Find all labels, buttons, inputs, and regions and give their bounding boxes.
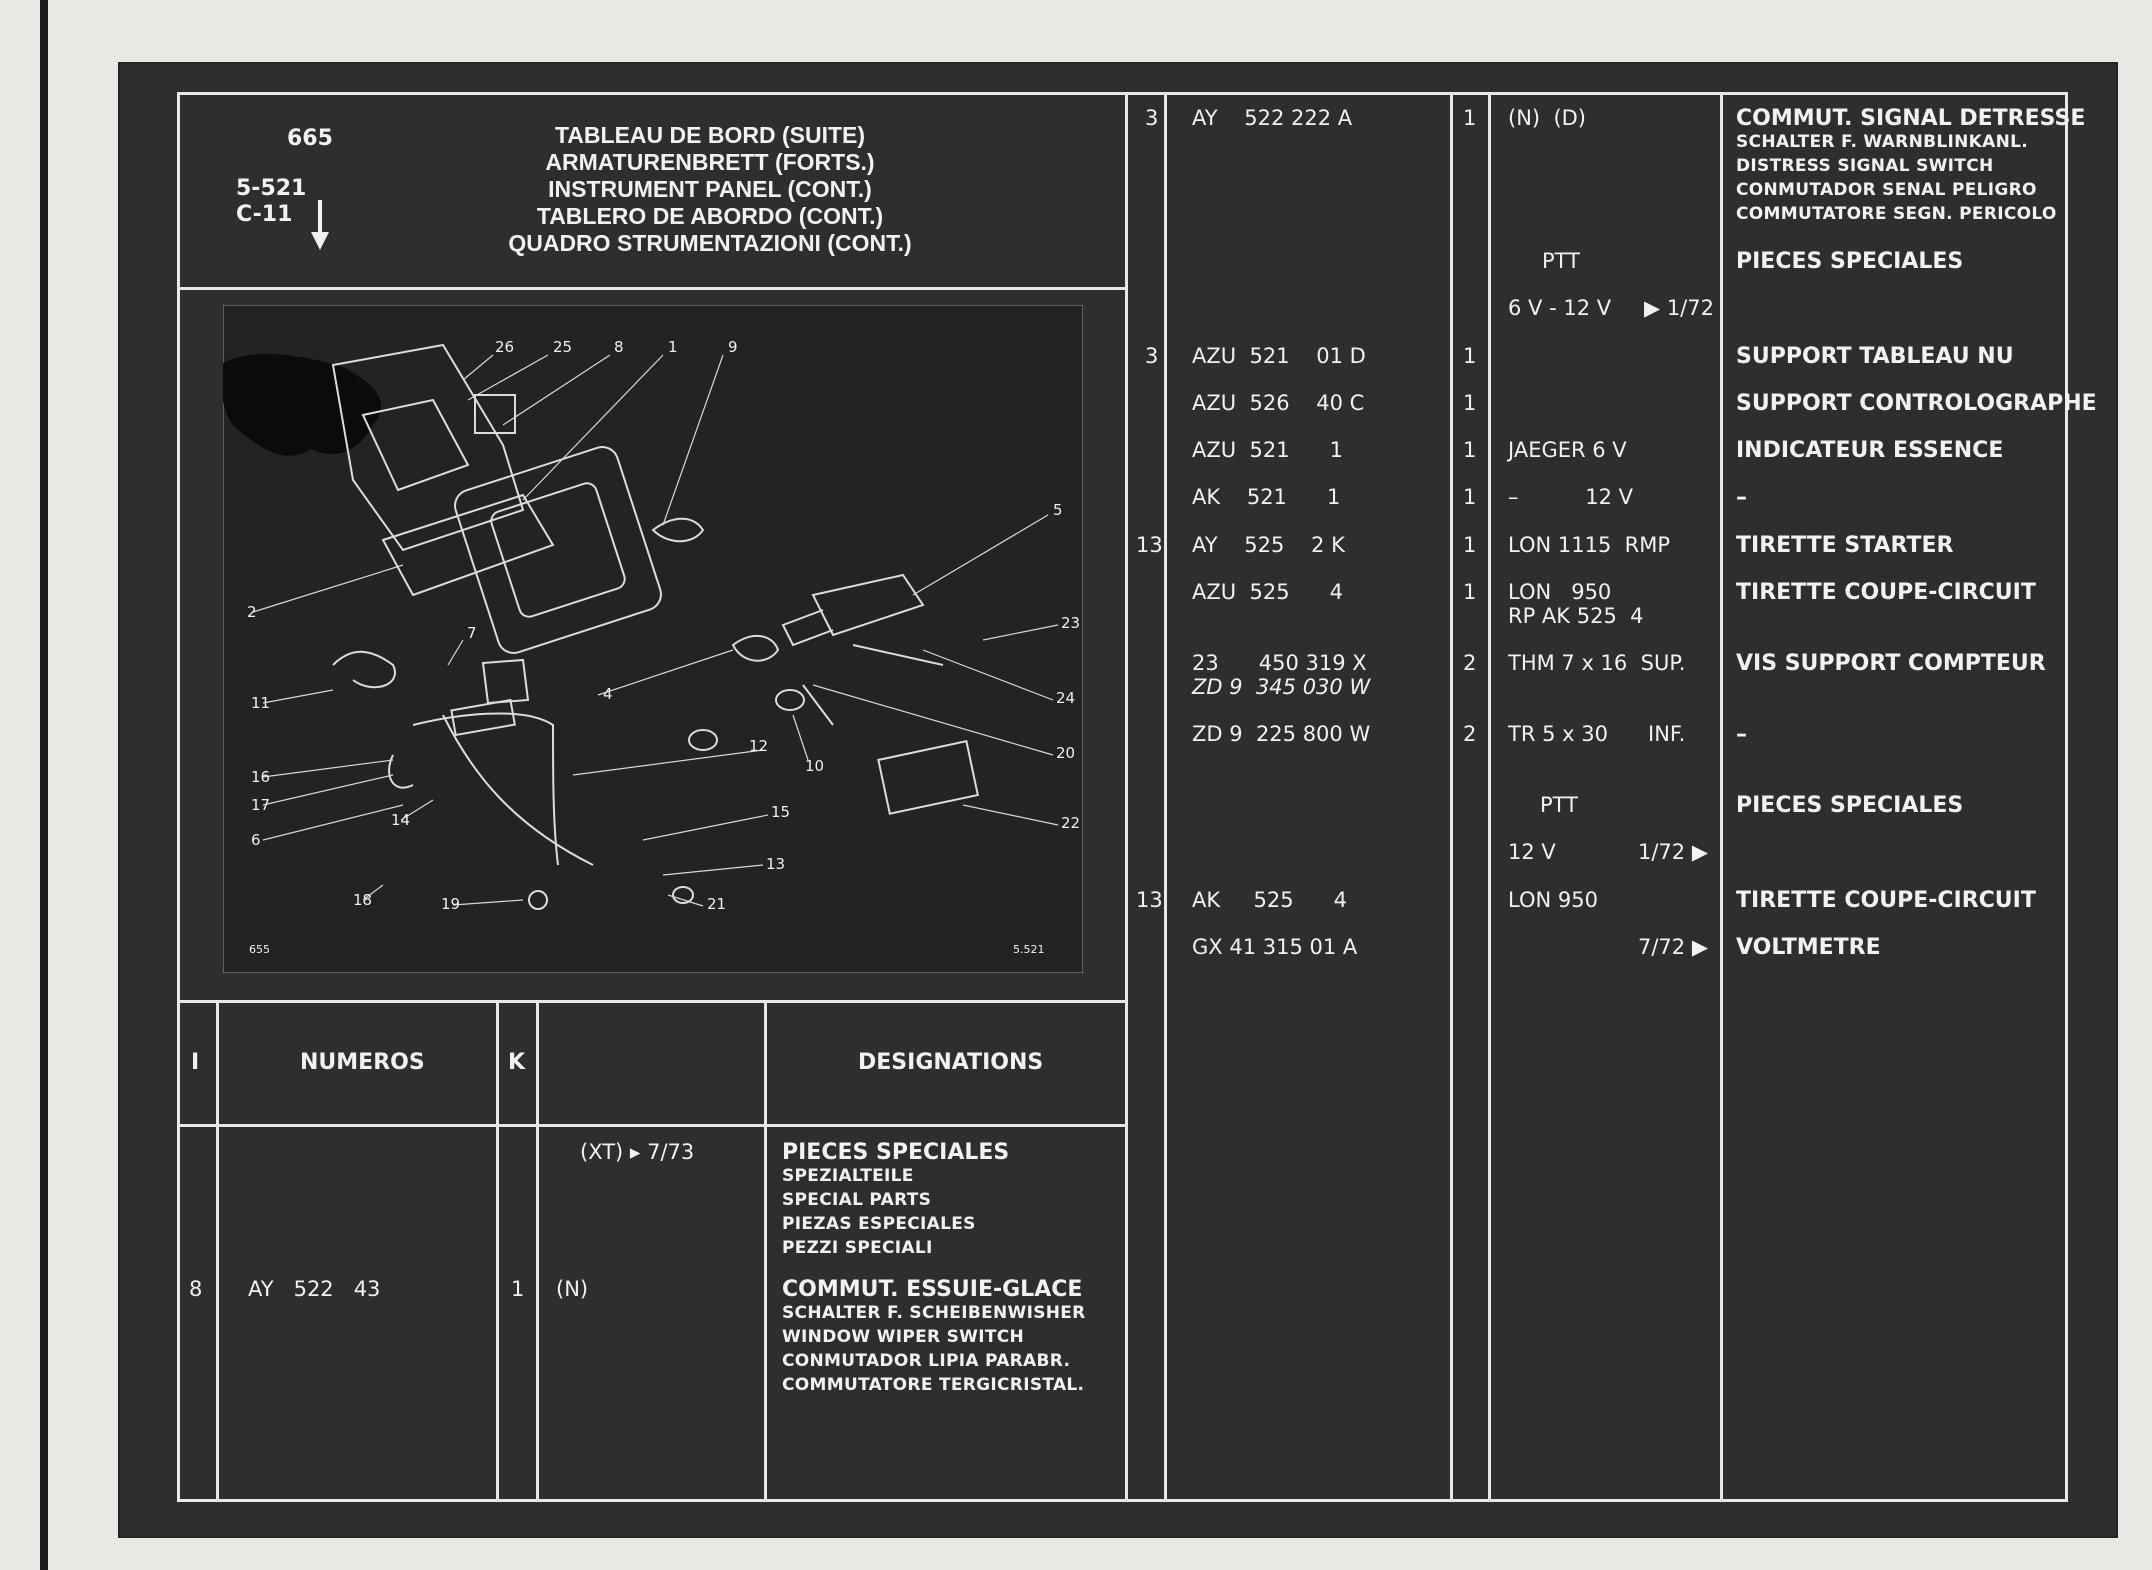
down-arrow-icon — [308, 200, 332, 252]
r4-designation: INDICATEUR ESSENCE — [1736, 438, 2004, 463]
r1-designation-it: COMMUTATORE SEGN. PERICOLO — [1736, 204, 2057, 224]
callout-19: 19 — [441, 895, 461, 913]
row8-designation-de: SCHALTER F. SCHEIBENWISHER — [782, 1303, 1086, 1323]
divider-right-num — [1450, 92, 1453, 1502]
r1-designation-es: CONMUTADOR SENAL PELIGRO — [1736, 180, 2037, 200]
r10-part-number: AK 525 4 — [1192, 888, 1348, 912]
callout-17: 17 — [251, 796, 271, 814]
title-es: TABLERO DE ABORDO (CONT.) — [536, 203, 884, 229]
row8-designation-en: WINDOW WIPER SWITCH — [782, 1327, 1025, 1347]
exploded-parts-diagram — [223, 305, 1083, 973]
row8-qty: 1 — [511, 1277, 525, 1301]
r8-qty: 2 — [1463, 651, 1477, 675]
callout-16: 16 — [251, 768, 271, 786]
special-parts-note: (XT) ▸ 7/73 — [580, 1140, 695, 1164]
title-it: QUADRO STRUMENTAZIONI (CONT.) — [508, 230, 912, 256]
r7-qty: 1 — [1463, 580, 1477, 604]
divider-left-rem — [764, 1000, 767, 1502]
volt1-range: 6 V - 12 V — [1508, 296, 1612, 320]
callout-9: 9 — [728, 338, 738, 356]
page-title-block — [430, 124, 990, 255]
r1-remark: (N) (D) — [1508, 106, 1587, 130]
callout-1: 1 — [668, 338, 678, 356]
divider-right-i — [1164, 92, 1167, 1502]
callout-8: 8 — [614, 338, 624, 356]
r7-designation: TIRETTE COUPE-CIRCUIT — [1736, 580, 2036, 605]
film-edge — [40, 0, 48, 1570]
callout-21: 21 — [707, 895, 727, 913]
r7-remark: LON 950 — [1508, 580, 1612, 604]
diagram-footer-right: 5.521 — [1013, 943, 1045, 956]
r9-part-number: ZD 9 225 800 W — [1192, 722, 1371, 746]
r1-designation: COMMUT. SIGNAL DETRESSE — [1736, 106, 2086, 131]
r7-remark-ref: RP AK 525 4 — [1508, 604, 1644, 628]
r3-part-number: AZU 526 40 C — [1192, 391, 1365, 415]
divider-center — [1125, 92, 1128, 1502]
callout-25: 25 — [553, 338, 573, 356]
callout-13: 13 — [766, 855, 786, 873]
callout-23: 23 — [1061, 614, 1081, 632]
r8-part-number: 23 450 319 X — [1192, 651, 1367, 675]
r11-part-number: GX 41 315 01 A — [1192, 935, 1358, 959]
r6-designation: TIRETTE STARTER — [1736, 533, 1954, 558]
r5-remark: – 12 V — [1508, 485, 1634, 509]
r10-designation: TIRETTE COUPE-CIRCUIT — [1736, 888, 2036, 913]
r8-remark: THM 7 x 16 SUP. — [1508, 651, 1686, 675]
r1-index: 3 — [1145, 106, 1159, 130]
divider-table-header — [177, 1124, 1128, 1127]
callout-11: 11 — [251, 694, 271, 712]
callout-5: 5 — [1053, 501, 1063, 519]
r9-remark: TR 5 x 30 INF. — [1508, 722, 1686, 746]
r10-index: 13 — [1136, 888, 1163, 912]
r3-qty: 1 — [1463, 391, 1477, 415]
volt2-voltage: 12 V — [1508, 840, 1556, 864]
special-parts-en: SPECIAL PARTS — [782, 1190, 932, 1210]
r1-part-number: AY 522 222 A — [1192, 106, 1353, 130]
r5-qty: 1 — [1463, 485, 1477, 509]
r8-part-number-alt: ZD 9 345 030 W — [1192, 675, 1371, 699]
callout-20: 20 — [1056, 744, 1076, 762]
divider-left-i — [216, 1000, 219, 1502]
r5-part-number: AK 521 1 — [1192, 485, 1341, 509]
callout-10: 10 — [805, 757, 825, 775]
special-parts-es: PIEZAS ESPECIALES — [782, 1214, 976, 1234]
callout-14: 14 — [391, 811, 411, 829]
title-en: INSTRUMENT PANEL (CONT.) — [548, 176, 872, 202]
ptt1-remark: PTT — [1542, 249, 1580, 273]
callout-22: 22 — [1061, 814, 1081, 832]
r2-part-number: AZU 521 01 D — [1192, 344, 1366, 368]
diagram-footer-left: 655 — [249, 943, 270, 956]
callout-15: 15 — [771, 803, 791, 821]
r2-index: 3 — [1145, 344, 1159, 368]
ptt2-remark: PTT — [1540, 793, 1578, 817]
r1-designation-en: DISTRESS SIGNAL SWITCH — [1736, 156, 1994, 176]
row8-designation-it: COMMUTATORE TERGICRISTAL. — [782, 1375, 1085, 1395]
r2-designation: SUPPORT TABLEAU NU — [1736, 344, 2014, 369]
row8-designation-es: CONMUTADOR LIPIA PARABR. — [782, 1351, 1071, 1371]
col-header-designations: DESIGNATIONS — [858, 1050, 1044, 1075]
row8-index: 8 — [189, 1277, 203, 1301]
r6-qty: 1 — [1463, 533, 1477, 557]
special-parts-de: SPEZIALTEILE — [782, 1166, 914, 1186]
r8-designation: VIS SUPPORT COMPTEUR — [1736, 651, 2046, 676]
col-header-k: K — [508, 1050, 526, 1075]
r2-qty: 1 — [1463, 344, 1477, 368]
title-fr: TABLEAU DE BORD (SUITE) — [554, 122, 866, 148]
callout-26: 26 — [495, 338, 515, 356]
r11-date: 7/72 ▶ — [1638, 935, 1708, 959]
r5-designation: – — [1736, 485, 1747, 510]
callout-6: 6 — [251, 831, 261, 849]
divider-header — [177, 287, 1128, 290]
r6-remark: LON 1115 RMP — [1508, 533, 1671, 557]
r10-remark: LON 950 — [1508, 888, 1598, 912]
callout-7: 7 — [467, 624, 477, 642]
col-header-i: I — [191, 1050, 200, 1075]
r1-qty: 1 — [1463, 106, 1477, 130]
r4-qty: 1 — [1463, 438, 1477, 462]
ref-b: C-11 — [236, 202, 293, 227]
col-header-numeros: NUMEROS — [300, 1050, 425, 1075]
row8-designation: COMMUT. ESSUIE-GLACE — [782, 1277, 1083, 1302]
divider-diagram — [177, 1000, 1128, 1003]
callout-4: 4 — [603, 685, 613, 703]
callout-2: 2 — [247, 603, 257, 621]
ref-a: 5-521 — [236, 176, 307, 201]
page-number: 665 — [287, 126, 333, 151]
r4-part-number: AZU 521 1 — [1192, 438, 1343, 462]
title-de: ARMATURENBRETT (FORTS.) — [545, 149, 875, 175]
special-parts-title: PIECES SPECIALES — [782, 1140, 1010, 1165]
r9-qty: 2 — [1463, 722, 1477, 746]
r9-designation: – — [1736, 722, 1747, 747]
r6-index: 13 — [1136, 533, 1163, 557]
r7-part-number: AZU 525 4 — [1192, 580, 1343, 604]
row8-remark: (N) — [556, 1277, 589, 1301]
divider-left-k — [536, 1000, 539, 1502]
callout-24: 24 — [1056, 689, 1076, 707]
volt2-date: 1/72 ▶ — [1638, 840, 1708, 864]
divider-left-num — [496, 1000, 499, 1502]
divider-right-k — [1488, 92, 1491, 1502]
special-parts-it: PEZZI SPECIALI — [782, 1238, 933, 1258]
r4-remark: JAEGER 6 V — [1508, 438, 1627, 462]
row8-part-number: AY 522 43 — [248, 1277, 381, 1301]
r1-designation-de: SCHALTER F. WARNBLINKANL. — [1736, 132, 2028, 152]
volt1-date: ▶ 1/72 — [1644, 296, 1714, 320]
r11-designation: VOLTMETRE — [1736, 935, 1881, 960]
divider-right-rem — [1720, 92, 1723, 1502]
callout-12: 12 — [749, 737, 769, 755]
callout-18: 18 — [353, 891, 373, 909]
r6-part-number: AY 525 2 K — [1192, 533, 1345, 557]
r3-designation: SUPPORT CONTROLOGRAPHE — [1736, 391, 2097, 416]
ptt2-designation: PIECES SPECIALES — [1736, 793, 1964, 818]
ptt1-designation: PIECES SPECIALES — [1736, 249, 1964, 274]
